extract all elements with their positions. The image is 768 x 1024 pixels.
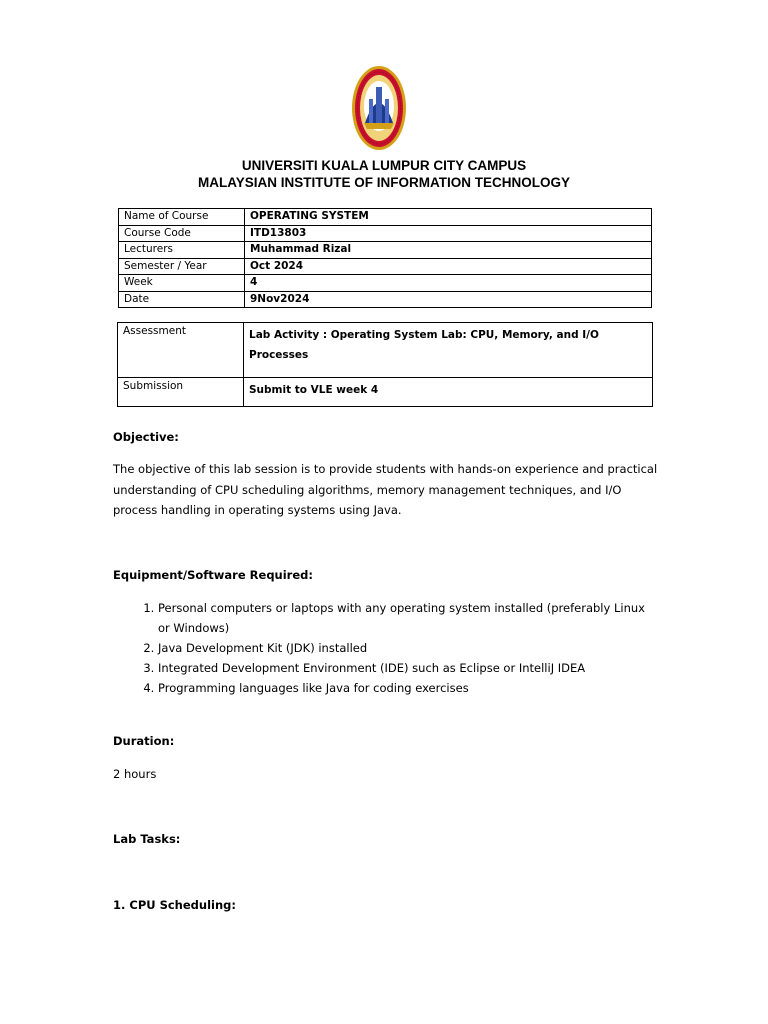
semester-value: Oct 2024 bbox=[245, 258, 652, 275]
list-item: 3. Integrated Development Environment (IDE) such as Eclipse or IntelliJ IDEA bbox=[158, 658, 658, 678]
week-value: 4 bbox=[245, 275, 652, 292]
list-item: 4. Programming languages like Java for coding exercises bbox=[158, 678, 658, 698]
table-row bbox=[119, 225, 652, 242]
lecturers-label: Lecturers bbox=[119, 242, 245, 259]
assessment-value: Lab Activity : Operating System Lab: CPU, Memory, and I/O Processes bbox=[244, 323, 653, 378]
week-label: Week bbox=[119, 275, 245, 292]
course-code-label: Course Code bbox=[119, 225, 245, 242]
assessment-table bbox=[117, 322, 653, 407]
table-row bbox=[119, 275, 652, 292]
objective-text: The objective of this lab session is to provide students with hands-on experience and practical understanding of CPU scheduling algorithms, memory management techniques, and I/O process handling in operating systems using Java. bbox=[113, 462, 658, 517]
equipment-list bbox=[113, 598, 658, 698]
list-item: 2. Java Development Kit (JDK) installed bbox=[158, 638, 658, 658]
course-code-value: ITD13803 bbox=[245, 225, 652, 242]
duration-heading: Duration: bbox=[113, 734, 175, 748]
course-name-value: OPERATING SYSTEM bbox=[245, 209, 652, 226]
submission-value: Submit to VLE week 4 bbox=[244, 378, 653, 407]
semester-label: Semester / Year bbox=[119, 258, 245, 275]
table-row bbox=[118, 378, 653, 407]
date-label: Date bbox=[119, 291, 245, 308]
course-name-label: Name of Course bbox=[119, 209, 245, 226]
table-row bbox=[119, 209, 652, 226]
lab-tasks-heading: Lab Tasks: bbox=[113, 832, 181, 846]
table-row bbox=[119, 258, 652, 275]
lecturers-value: Muhammad Rizal bbox=[245, 242, 652, 259]
table-row bbox=[119, 242, 652, 259]
cpu-scheduling-heading: 1. CPU Scheduling: bbox=[113, 898, 236, 912]
course-info-table bbox=[118, 208, 652, 308]
duration-value: 2 hours bbox=[113, 767, 157, 781]
table-row bbox=[119, 291, 652, 308]
institute-name: MALAYSIAN INSTITUTE OF INFORMATION TECHNOLOGY bbox=[198, 175, 570, 190]
equipment-heading: Equipment/Software Required: bbox=[113, 568, 313, 582]
list-item: 1. Personal computers or laptops with any operating system installed (preferably Linux or Windows) bbox=[158, 598, 658, 638]
assessment-label: Assessment bbox=[118, 323, 244, 378]
submission-label: Submission bbox=[118, 378, 244, 407]
objective-heading: Objective: bbox=[113, 430, 179, 444]
university-logo-icon bbox=[351, 65, 407, 151]
table-row bbox=[118, 323, 653, 378]
date-value: 9Nov2024 bbox=[245, 291, 652, 308]
university-name: UNIVERSITI KUALA LUMPUR CITY CAMPUS bbox=[241, 158, 527, 173]
